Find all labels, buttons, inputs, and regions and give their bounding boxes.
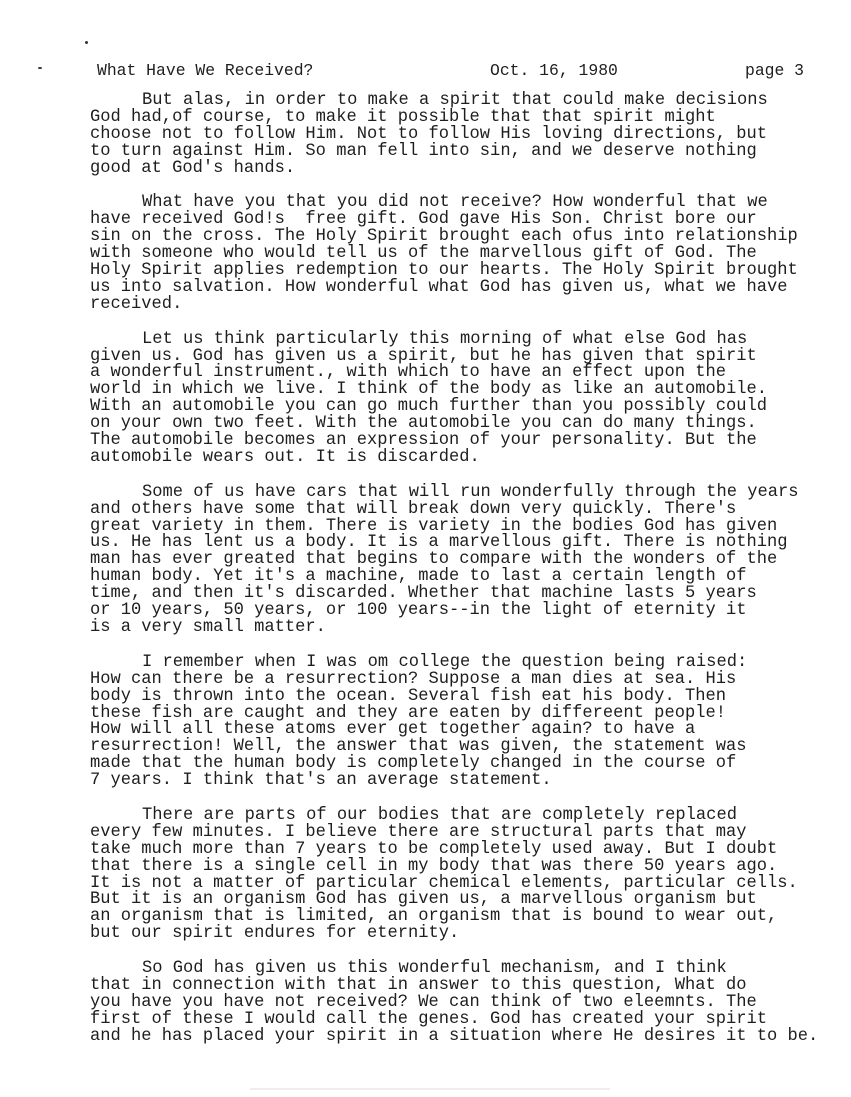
text-line: take much more than 7 years to be completely used away. But I doubt [90, 839, 778, 859]
text-line: So God has given us this wonderful mechanism, and I think [142, 959, 727, 979]
text-line: resurrection! Well, the answer that was given, the statement was [90, 737, 747, 757]
paragraph [90, 482, 818, 637]
text-line: to turn against Him. So man fell into sin, and we deserve nothing [90, 141, 757, 161]
text-line: us. He has lent us a body. It is a marvellous gift. There is nothing [90, 533, 788, 553]
text-line: choose not to follow Him. Not to follow His loving directions, but [90, 124, 768, 144]
text-line: on your own two feet. With the automobile you can do many things. [90, 414, 757, 434]
text-line: an organism that is limited, an organism that is bound to wear out, [90, 907, 778, 927]
text-line: time, and then it's discarded. Whether that machine lasts 5 years [90, 584, 757, 604]
text-line: first of these I would call the genes. God has created your spirit [90, 1009, 768, 1029]
text-line: made that the human body is completely changed in the course of [90, 754, 737, 774]
text-line: or 10 years, 50 years, or 100 years--in the light of eternity it [90, 601, 747, 621]
paragraph [90, 961, 818, 1045]
page-header [0, 61, 851, 81]
paper-speck [38, 67, 42, 69]
text-line: It is not a matter of particular chemical elements, particular cells. [90, 873, 798, 893]
text-line: How will all these atoms ever get together again? to have a [90, 720, 696, 740]
text-line: every few minutes. I believe there are structural parts that may [90, 822, 747, 842]
text-line: a wonderful instrument., with which to have an effect upon the [90, 363, 726, 383]
paragraph [90, 93, 818, 177]
text-line: that in connection with that in answer to this question, What do [90, 975, 747, 995]
text-line: There are parts of our bodies that are completely replaced [142, 805, 737, 825]
document-date: Oct. 16, 1980 [490, 61, 618, 80]
text-line: But alas, in order to make a spirit that could make decisions [142, 91, 768, 110]
text-line: but our spirit endures for eternity. [90, 924, 460, 944]
document-body [90, 93, 818, 1064]
text-line: How can there be a resurrection? Suppose a man dies at sea. His [90, 669, 737, 689]
text-line: The automobile becomes an expression of your personality. But the [90, 431, 757, 451]
text-line: great variety in them. There is variety in the bodies God has given [90, 516, 778, 536]
text-line: sin on the cross. The Holy Spirit brought each ofus into relationship [90, 227, 798, 247]
paragraph [90, 329, 818, 467]
page-number: page 3 [745, 61, 805, 80]
paragraph [90, 652, 818, 791]
text-line: that there is a single cell in my body that was there 50 years ago. [90, 856, 778, 876]
text-line: us into salvation. How wonderful what God has given us, what we have [90, 277, 788, 297]
text-line: Let us think particularly this morning of what else God has [142, 329, 748, 349]
paragraph [90, 805, 818, 944]
text-line: 7 years. I think that's an average statement. [90, 771, 552, 791]
bottom-edge-shadow [250, 1088, 610, 1090]
text-line: is a very small matter. [90, 617, 326, 637]
text-line: and he has placed your spirit in a situation where He desires it to be. [90, 1026, 819, 1046]
text-line: and others have some that will break down very quickly. There's [90, 499, 737, 519]
text-line: But it is an organism God has given us, a marvellous organism but [90, 890, 757, 910]
text-line: With an automobile you can go much further than you possibly could [90, 397, 768, 417]
text-line: Holy Spirit applies redemption to our hearts. The Holy Spirit brought [90, 261, 798, 281]
text-line: world in which we live. I think of the body as like an automobile. [90, 380, 768, 400]
paragraph [90, 195, 818, 313]
text-line: received. [90, 294, 183, 314]
text-line: I remember when I was om college the question being raised: [142, 652, 748, 672]
paper-speck [85, 41, 88, 44]
text-line: you have you have not received? We can think of two eleemnts. The [90, 992, 757, 1012]
text-line: human body. Yet it's a machine, made to last a certain length of [90, 567, 747, 587]
text-line: have received God!s free gift. God gave His Son. Christ bore our [90, 210, 757, 230]
text-line: What have you that you did not receive? How wonderful that we [142, 193, 768, 213]
text-line: Some of us have cars that will run wonderfully through the years [142, 482, 799, 502]
text-line: God had,of course, to make it possible that that spirit might [90, 107, 716, 127]
document-title: What Have We Received? [97, 61, 314, 80]
text-line: with someone who would tell us of the marvellous gift of God. The [90, 244, 757, 264]
text-line: these fish are caught and they are eaten by differeent people! [90, 703, 726, 723]
text-line: good at God's hands. [90, 158, 296, 178]
text-line: automobile wears out. It is discarded. [90, 447, 480, 467]
text-line: man has ever greated that begins to compare with the wonders of the [90, 550, 778, 570]
text-line: body is thrown into the ocean. Several fish eat his body. Then [90, 686, 726, 706]
text-line: given us. God has given us a spirit, but he has given that spirit [90, 346, 757, 366]
